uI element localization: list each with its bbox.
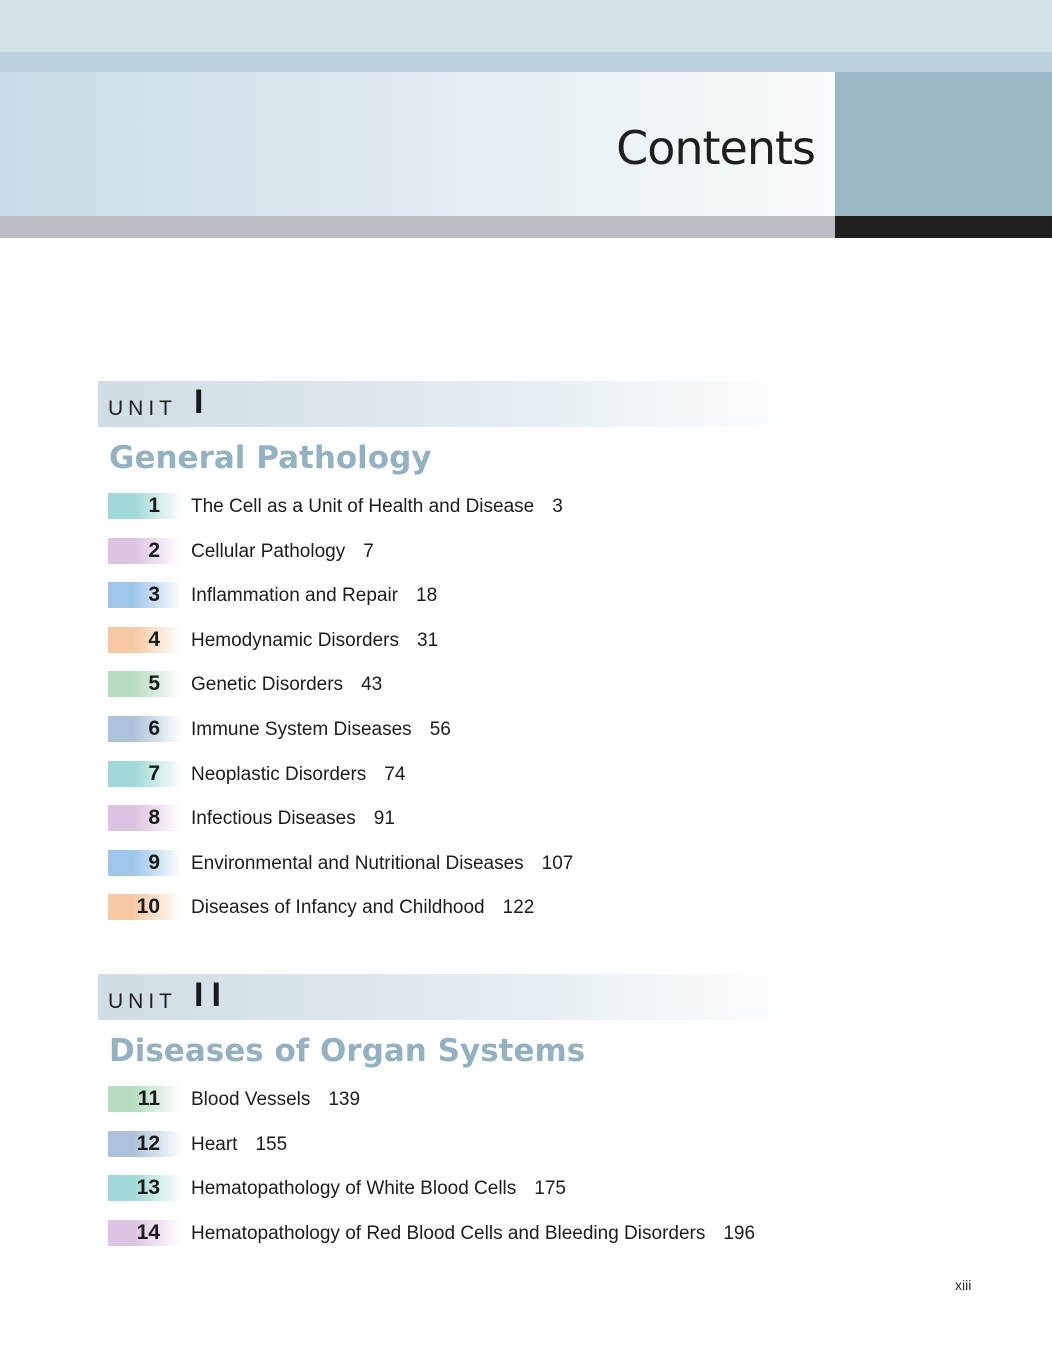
chapter-page: 155 bbox=[255, 1133, 288, 1155]
chapter-title: Hematopathology of White Blood Cells bbox=[191, 1178, 517, 1200]
chapter-number: 11 bbox=[137, 1087, 160, 1110]
chapter-entry[interactable] bbox=[191, 1131, 287, 1159]
chapter-page: 139 bbox=[328, 1089, 361, 1110]
chapter-number: 14 bbox=[136, 1220, 160, 1244]
header-underline-dark bbox=[835, 216, 1052, 238]
chapter-title: Blood Vessels bbox=[191, 1089, 311, 1110]
chapter-page: 122 bbox=[502, 897, 535, 919]
chapter-entry[interactable] bbox=[191, 894, 534, 922]
chapter-number: 13 bbox=[136, 1176, 160, 1200]
chapter-number: 1 bbox=[148, 494, 160, 517]
chapter-entry[interactable] bbox=[191, 538, 374, 566]
chapter-page: 31 bbox=[417, 629, 439, 651]
page-number: xiii bbox=[955, 1277, 972, 1293]
chapter-entry[interactable] bbox=[191, 716, 451, 744]
unit-1-title: General Pathology bbox=[109, 440, 432, 476]
chapter-number: 9 bbox=[148, 850, 160, 874]
chapter-entry[interactable] bbox=[191, 805, 395, 833]
chapter-title: Diseases of Infancy and Childhood bbox=[191, 897, 485, 919]
chapter-number: 7 bbox=[148, 761, 160, 785]
chapter-number: 3 bbox=[148, 583, 160, 607]
chapter-title: Inflammation and Repair bbox=[191, 585, 398, 607]
chapter-page: 18 bbox=[416, 585, 438, 607]
chapter-entry[interactable] bbox=[191, 1175, 566, 1203]
unit-1-banner bbox=[98, 381, 806, 427]
chapter-number: 6 bbox=[148, 716, 160, 740]
chapter-title: The Cell as a Unit of Health and Disease bbox=[191, 496, 535, 517]
chapter-entry[interactable] bbox=[191, 671, 382, 699]
chapter-page: 43 bbox=[361, 674, 383, 696]
title-accent-block bbox=[835, 72, 1052, 216]
chapter-page: 175 bbox=[534, 1178, 566, 1200]
chapter-title: Neoplastic Disorders bbox=[191, 763, 367, 785]
chapter-number: 8 bbox=[148, 806, 160, 830]
header-strip-line bbox=[0, 52, 1052, 72]
chapter-number: 5 bbox=[148, 672, 160, 696]
unit-2-title: Diseases of Organ Systems bbox=[109, 1033, 586, 1069]
chapter-title: Heart bbox=[191, 1133, 238, 1155]
chapter-number: 4 bbox=[148, 627, 160, 651]
chapter-title: Environmental and Nutritional Diseases bbox=[191, 852, 524, 874]
chapter-entry[interactable] bbox=[191, 493, 563, 521]
unit-label: UNIT bbox=[108, 990, 177, 1013]
chapter-entry[interactable] bbox=[191, 850, 573, 878]
chapter-title: Hemodynamic Disorders bbox=[191, 629, 400, 651]
chapter-entry[interactable] bbox=[191, 1086, 360, 1114]
chapter-entry[interactable] bbox=[191, 1220, 755, 1248]
chapter-page: 74 bbox=[384, 763, 406, 785]
chapter-page: 3 bbox=[552, 496, 563, 517]
chapter-entry[interactable] bbox=[191, 627, 438, 655]
chapter-page: 107 bbox=[541, 852, 574, 874]
unit-2-banner bbox=[98, 974, 806, 1020]
chapter-number: 2 bbox=[148, 538, 160, 562]
chapter-title: Hematopathology of Red Blood Cells and Bleeding Disorders bbox=[191, 1222, 706, 1244]
chapter-page: 56 bbox=[429, 718, 451, 740]
chapter-entry[interactable] bbox=[191, 582, 437, 610]
unit-number: II bbox=[194, 976, 229, 1014]
chapter-number: 10 bbox=[136, 895, 160, 919]
chapter-title: Genetic Disorders bbox=[191, 674, 344, 696]
page-title: Contents bbox=[616, 121, 815, 175]
chapter-title: Cellular Pathology bbox=[191, 540, 346, 562]
chapter-title: Infectious Diseases bbox=[191, 808, 356, 830]
chapter-title: Immune System Diseases bbox=[191, 718, 412, 740]
unit-number: I bbox=[194, 383, 212, 421]
chapter-page: 91 bbox=[373, 808, 395, 830]
chapter-entry[interactable] bbox=[191, 761, 405, 789]
header-underline-bar bbox=[0, 216, 835, 238]
header-top-strip bbox=[0, 0, 1052, 52]
chapter-page: 196 bbox=[723, 1222, 756, 1244]
chapter-page: 7 bbox=[363, 540, 374, 562]
unit-label: UNIT bbox=[108, 397, 177, 420]
chapter-number: 12 bbox=[136, 1131, 160, 1155]
